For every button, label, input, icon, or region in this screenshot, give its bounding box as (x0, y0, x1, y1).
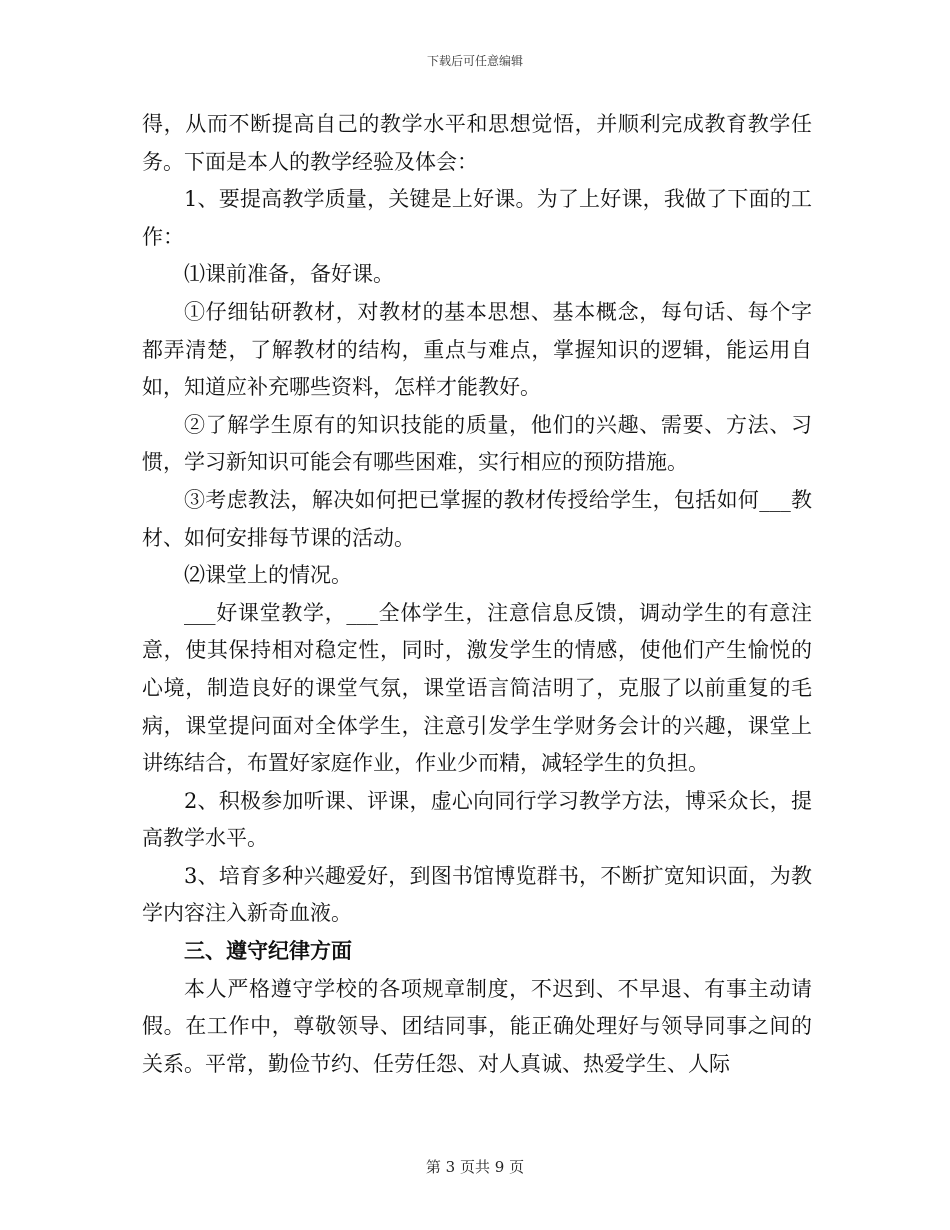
page-footer: 第 3 页共 9 页 (425, 1158, 525, 1176)
paragraph: ①仔细钻研教材，对教材的基本思想、基本概念，每句话、每个字都弄清楚，了解教材的结构，重点与难点，掌握知识的逻辑，能运用自如，知道应补充哪些资料，怎样才能教好。 (142, 299, 812, 400)
paragraph: ___好课堂教学，___全体学生，注意信息反馈，调动学生的有意注意，使其保持相对稳定性，同时，激发学生的情感，使他们产生愉悦的心境，制造良好的课堂气氛，课堂语言简洁明了，克服了以前重复的毛病，课堂提问面对全体学生，注意引发学生学财务会计的兴趣，课堂上讲练结合，布置好家庭作业，作业少而精，减轻学生的负担。 (142, 600, 812, 776)
paragraph: 得，从而不断提高自己的教学水平和思想觉悟，并顺利完成教育教学任务。下面是本人的教学经验及体会： (142, 112, 812, 174)
paragraph: 3、培育多种兴趣爱好，到图书馆博览群书，不断扩宽知识面，为教学内容注入新奇血液。 (142, 863, 812, 926)
paragraph: ③考虑教法，解决如何把已掌握的教材传授给学生，包括如何___教材、如何安排每节课的活动。 (142, 487, 812, 550)
paragraph: ⑵课堂上的情况。 (184, 563, 352, 588)
paragraph: ⑴课前准备，备好课。 (184, 262, 394, 287)
section-heading: 三、遵守纪律方面 (184, 939, 352, 964)
page-header: 下载后可任意编辑 (426, 54, 523, 68)
paragraph: ②了解学生原有的知识技能的质量，他们的兴趣、需要、方法、习惯，学习新知识可能会有哪些困难，实行相应的预防措施。 (142, 412, 812, 475)
document-body (142, 106, 812, 1083)
paragraph: 2、积极参加听课、评课，虚心向同行学习教学方法，博采众长，提高教学水平。 (142, 788, 812, 851)
paragraph: 本人严格遵守学校的各项规章制度，不迟到、不早退、有事主动请假。在工作中，尊敬领导、团结同事，能正确处理好与领导同事之间的关系。平常，勤俭节约、任劳任怨、对人真诚、热爱学生、人际 (142, 976, 812, 1076)
paragraph: 1、要提高教学质量，关键是上好课。为了上好课，我做了下面的工作： (142, 187, 812, 249)
